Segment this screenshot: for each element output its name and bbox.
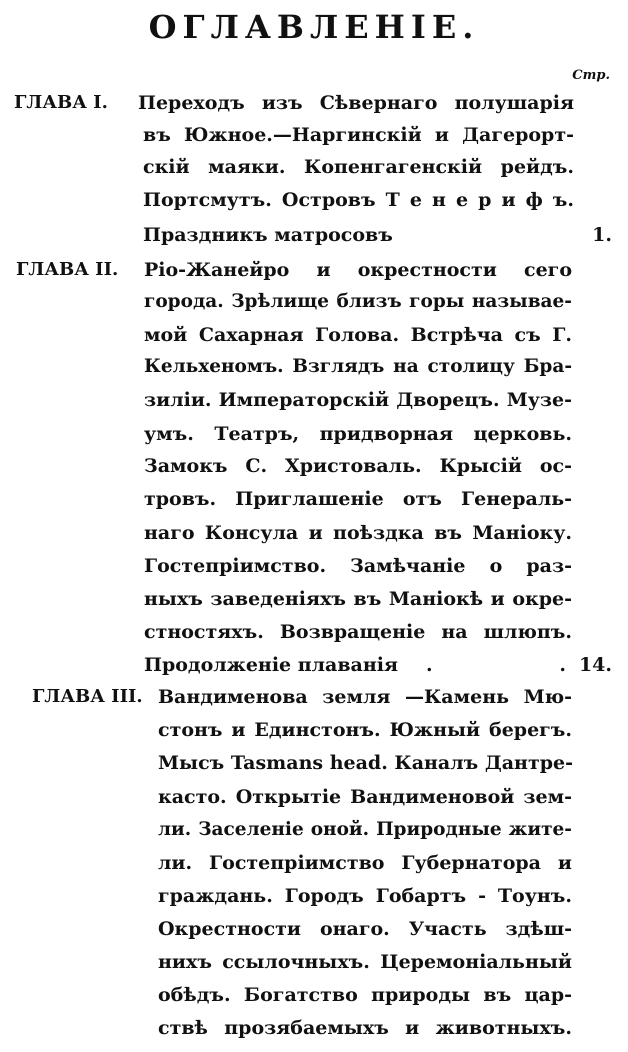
chapter-label: ГЛАВА II.	[16, 259, 119, 280]
chapter-label: ГЛАВА III.	[32, 686, 143, 707]
chapter-text-line: Праздникъ матросовъ	[143, 224, 393, 246]
chapter-text-line: Мысъ Tasmans head. Каналъ Дантре-	[158, 752, 573, 774]
chapter-text-line: зиліи. Императорскій Дворецъ. Музе-	[144, 389, 572, 411]
chapter-text-line: мой Сахарная Голова. Встрѣча съ Г.	[144, 324, 572, 346]
chapter-text-line: въ Южное.—Наргинскій и Дагерорт-	[143, 124, 574, 146]
chapter-text-line: Продолженіе плаванія	[144, 654, 399, 676]
chapter-text-line: Окрестности онаго. Участь здѣш-	[158, 918, 572, 940]
chapter-text-line: города. Зрѣлище близъ горы называе-	[144, 291, 572, 312]
page-number: 1.	[592, 224, 612, 246]
dot-leader: . .	[426, 654, 566, 676]
chapter-text-line: Гостепріимство. Замѣчаніе о раз-	[144, 555, 572, 577]
chapter-text-line: касто. Открытіе Вандименовой зем-	[158, 786, 572, 808]
chapter-text-line: ли. Гостепріимство Губернатора и	[158, 852, 572, 874]
chapter-text-line: наго Консула и поѣздка въ Маніоку.	[144, 522, 572, 544]
chapter-text-line: Ріо-Жанейро и окрестности сего	[144, 259, 572, 281]
chapter-text-line: нихъ ссылочныхъ. Церемоніальный	[158, 951, 572, 973]
chapter-text-line: граждань. Городъ Гобартъ - Тоунъ.	[158, 885, 572, 907]
chapter-text-line: Вандименова земля —Камень Мю-	[158, 686, 572, 708]
chapter-text-line: обѣдъ. Богатство природы въ цар-	[158, 984, 572, 1006]
chapter-text-line: Переходъ изъ Сѣвернаго полушарія	[138, 92, 574, 114]
chapter-text-line: стонъ и Единстонъ. Южный берегъ.	[158, 719, 572, 741]
page-number: 14.	[578, 654, 612, 676]
chapter-text-line: ствѣ прозябаемыхъ и животныхъ.	[158, 1017, 572, 1039]
chapter-text-line: скій маяки. Копенгагенскій рейдъ.	[143, 156, 574, 178]
page-column-label: Стр.	[572, 68, 610, 83]
chapter-label: ГЛАВА I.	[14, 92, 108, 113]
page-title: ОГЛАВЛЕНІЕ.	[148, 8, 480, 46]
chapter-text-line: Замокъ С. Христоваль. Крысій ос-	[144, 455, 572, 477]
chapter-text-line: стностяхъ. Возвращеніе на шлюпъ.	[144, 621, 572, 643]
chapter-text-line: Портсмутъ. Островъ Т е н е р и ф ъ.	[143, 189, 574, 211]
chapter-text-line: ли. Заселеніе оной. Природные жите-	[158, 819, 572, 840]
chapter-text-line: тровъ. Приглашеніе отъ Генераль-	[144, 488, 572, 510]
chapter-text-line: ныхъ заведеніяхъ въ Маніокѣ и окре-	[144, 588, 572, 610]
chapter-text-line: умъ. Театръ, придворная церковь.	[144, 423, 572, 445]
chapter-text-line: Кельхеномъ. Взглядъ на столицу Бра-	[144, 356, 572, 377]
